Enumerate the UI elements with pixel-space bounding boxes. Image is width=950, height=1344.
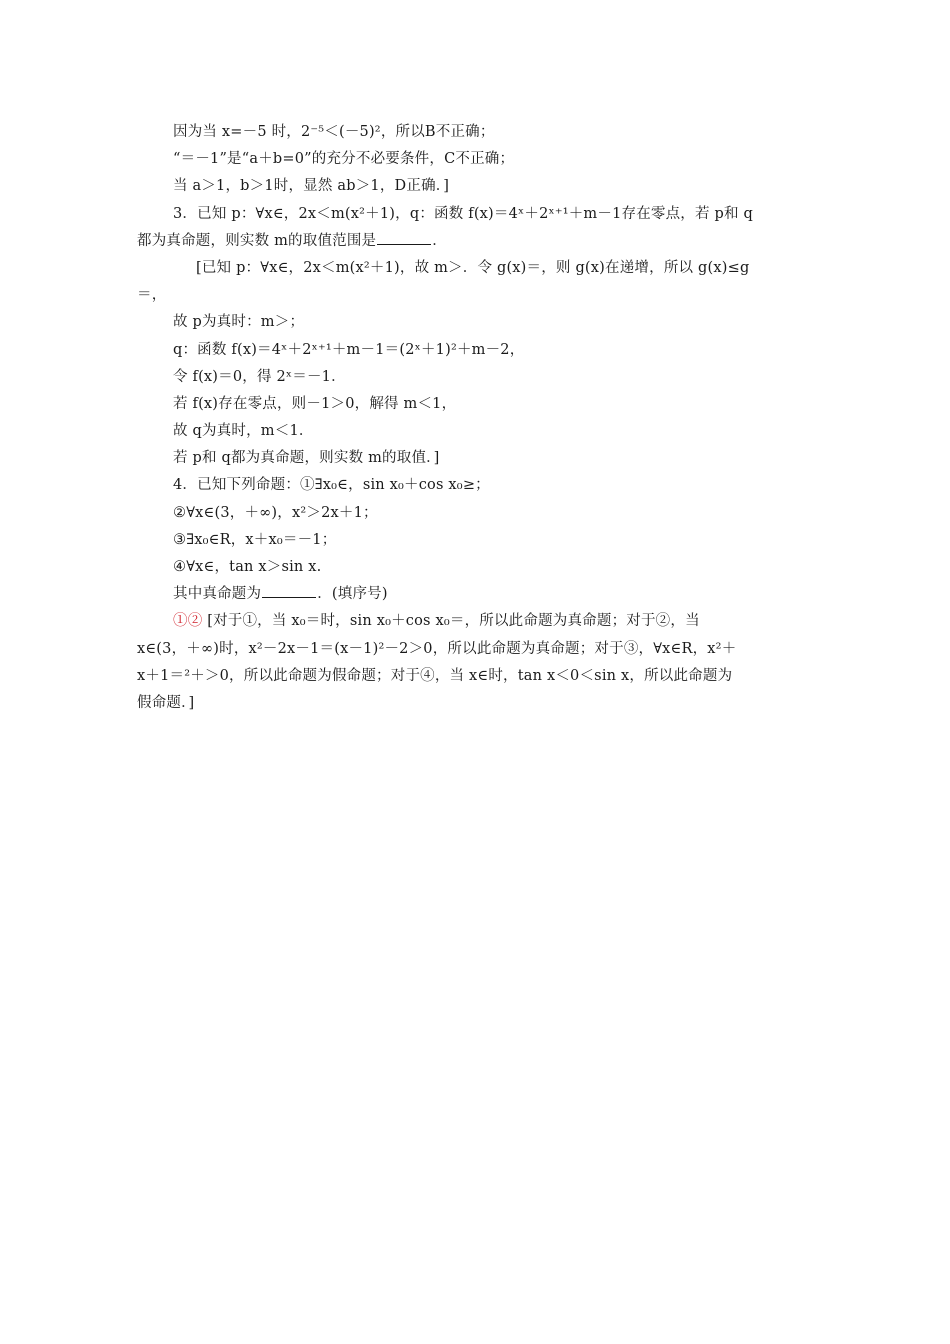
solution-line: 若 p和 q都为真命题，则实数 m的取值．]: [173, 450, 440, 467]
document-body: [137, 119, 817, 717]
text-line: 因为当 x=－5 时，2⁻⁵＜(－5)²，所以B不正确；: [173, 124, 495, 140]
answer-blank: [377, 230, 431, 245]
text: 其中真命题为: [173, 586, 262, 603]
text: ．: [432, 232, 447, 249]
text: 都为真命题，则实数 m的取值范围是: [137, 232, 377, 249]
answer-blank: [262, 583, 316, 598]
text-line: 当 a＞1，b＞1时，显然 ab＞1，D正确．]: [173, 178, 450, 195]
solution-line: q：函数 f(x)＝4ˣ＋2ˣ⁺¹＋m－1＝(2ˣ＋1)²＋m－2，: [173, 341, 525, 358]
solution-line: 故 p为真时：m＞；: [173, 314, 305, 331]
problem-4-item: ②∀x∈(3，＋∞)，x²＞2x＋1；: [173, 504, 378, 521]
solution-line: [已知 p：∀x∈，2x＜m(x²＋1)，故 m＞．令 g(x)＝，则 g(x)在递增，所以 g(x)≤g: [196, 259, 750, 276]
text-line: “＝－1”是“a＋b=0”的充分不必要条件，C不正确；: [173, 151, 515, 168]
problem-4-question: [137, 581, 817, 608]
problem-4-item: ③∃x₀∈R，x＋x₀＝－1；: [173, 531, 337, 548]
answer-highlight: ①②: [173, 613, 203, 630]
solution-line: x＋1＝²＋＞0，所以此命题为假命题；对于④，当 x∈时，tan x＜0＜sin x，所以此命题为: [137, 667, 733, 684]
solution-line: 若 f(x)存在零点，则－1＞0，解得 m＜1，: [173, 395, 457, 412]
solution-line: x∈(3，＋∞)时，x²－2x－1＝(x－1)²－2＞0，所以此命题为真命题；对于③，∀x∈R，x²＋: [137, 640, 737, 657]
problem-3-stem-cont: [137, 228, 817, 255]
solution-line: 令 f(x)＝0，得 2ˣ＝－1．: [173, 368, 346, 385]
text: [对于①，当 x₀＝时，sin x₀＋cos x₀＝，所以此命题为真命题；对于②，当: [202, 613, 700, 630]
problem-4-stem: 4．已知下列命题：①∃x₀∈，sin x₀＋cos x₀≥；: [173, 477, 490, 494]
text: ．(填序号): [317, 586, 388, 603]
problem-3-stem: 3．已知 p：∀x∈，2x＜m(x²＋1)，q：函数 f(x)＝4ˣ＋2ˣ⁺¹＋m－1存在零点，若 p和 q: [173, 205, 753, 222]
problem-4-item: ④∀x∈，tan x＞sin x.: [173, 559, 322, 575]
solution-line: 假命题．]: [137, 694, 195, 711]
solution-line: 故 q为真时，m＜1．: [173, 423, 314, 440]
solution-line: [137, 608, 817, 635]
solution-line: ＝，: [137, 287, 167, 304]
